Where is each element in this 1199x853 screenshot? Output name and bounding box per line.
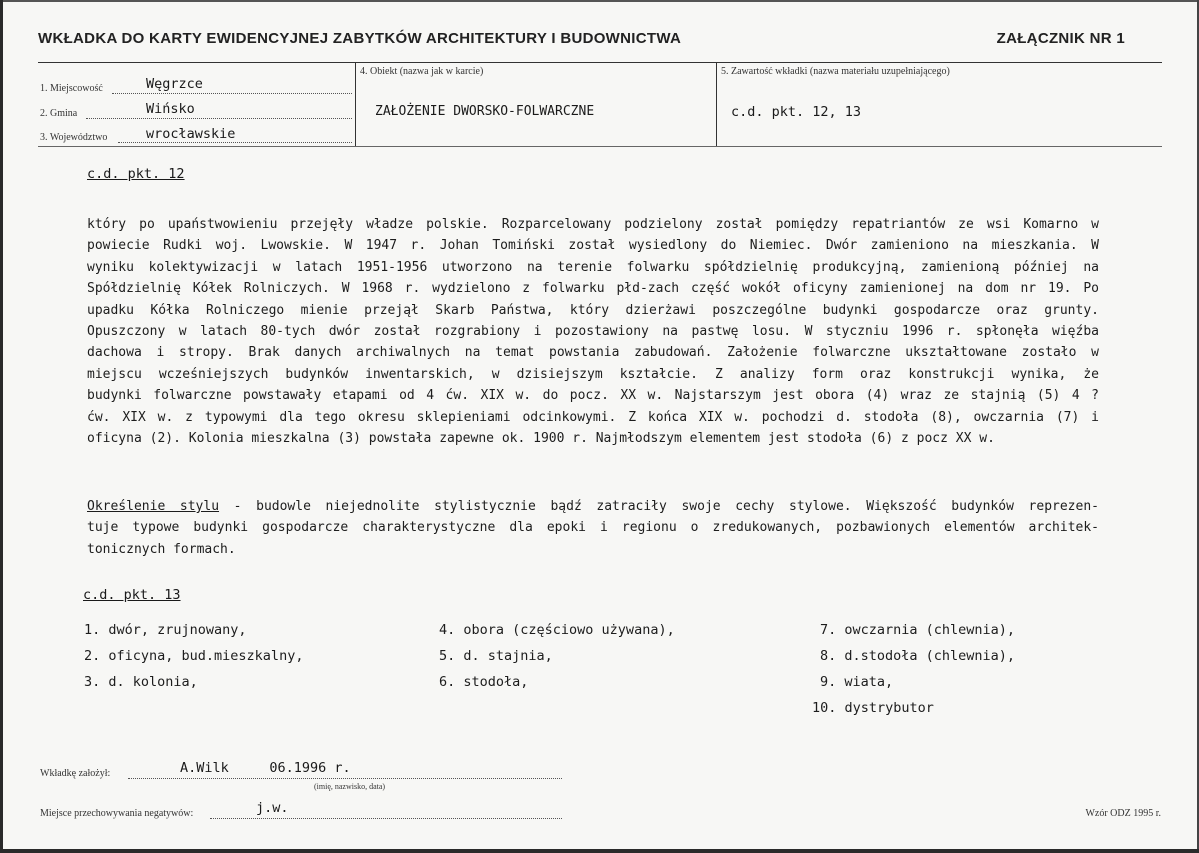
page-border-left <box>0 0 3 853</box>
form-title: WKŁADKA DO KARTY EWIDENCYJNEJ ZABYTKÓW ARCHITEKTURY I BUDOWNICTWA <box>38 30 682 47</box>
list-item: 8. d.stodoła (chlewnia), <box>820 648 1016 664</box>
locality-label: 1. Miejscowość <box>40 83 103 94</box>
voivodeship-value: wrocławskie <box>146 126 236 142</box>
section12-line: upadku Kółka Rolniczego mienie przejął Skarb Państwa, który dzierżawi poszczególne budynki gospodarcze oraz grunty. <box>87 302 1099 318</box>
storage-dots <box>210 818 562 819</box>
annex-number: ZAŁĄCZNIK NR 1 <box>996 30 1125 47</box>
section13-heading: c.d. pkt. 13 <box>83 587 181 603</box>
list-item: 9. wiata, <box>820 674 894 690</box>
locality-value: Węgrzce <box>146 76 203 92</box>
section12-line: miejscu wcześniejszych budynków inwentarskich, w dzisiejszym kształcie. Z analizy form oraz konstrukcji wynika, że <box>87 366 1099 382</box>
commune-dots <box>86 118 352 119</box>
author-sublabel: (imię, nazwisko, data) <box>314 782 386 791</box>
style-paragraph <box>87 496 1099 560</box>
commune-value: Wińsko <box>146 101 195 117</box>
voivodeship-label: 3. Województwo <box>40 132 108 143</box>
section12-line: ćw. XIX w. z typowymi dla tego okresu sklepieniami odcinkowymi. Z końca XIX w. pochodzi d. stodoła (8), owczarnia (7) i <box>87 409 1099 425</box>
section12-line: powiecie Rudki woj. Lwowskie. W 1947 r. Johan Tomiński został wysiedlony do Niemiec. Dwór zamieniono na mieszkania. W <box>87 238 1099 254</box>
content-label: 5. Zawartość wkładki (nazwa materiału uzupełniającego) <box>721 66 950 77</box>
locality-dots <box>112 93 352 94</box>
section12-line: wyniku kolektywizacji w latach 1951-1956 utworzono na terenie folwarku spółdzielnię produkcyjną, zamienioną później na <box>87 259 1099 275</box>
section12-line: Opuszczony w latach 80-tych dwór został rozgrabiony i pozostawiony na pastwę losu. W styczniu 1996 r. spłonęła więźba <box>87 323 1099 339</box>
list-item: 7. owczarnia (chlewnia), <box>820 622 1016 638</box>
form-reference: Wzór ODZ 1995 r. <box>1085 808 1161 819</box>
list-item: 5. d. stajnia, <box>439 648 553 664</box>
header-divider-2 <box>716 62 717 146</box>
list-item: 1. dwór, zrujnowany, <box>84 622 247 638</box>
style-line: tonicznych formach. <box>87 541 236 557</box>
storage-value: j.w. <box>256 800 289 816</box>
style-line: - budowle niejednolite stylistycznie bądź zatraciły swoje cechy stylowe. Większość budynków reprezen- <box>219 499 1099 514</box>
list-item: 10. dystrybutor <box>812 700 934 716</box>
header-box-bottom-line <box>38 146 1162 147</box>
header-divider-1 <box>355 62 356 146</box>
object-value: ZAŁOŻENIE DWORSKO-FOLWARCZNE <box>375 104 595 119</box>
list-item: 2. oficyna, bud.mieszkalny, <box>84 648 304 664</box>
section13-column-1 <box>84 617 303 695</box>
section12-line: dachowa i stropy. Brak danych archiwalnych na temat powstania zabudowań. Założenie folwarczne ukształtowane zostało w <box>87 345 1099 361</box>
section12-line: oficyna (2). Kolonia mieszkalna (3) powstała zapewne ok. 1900 r. Najmłodszym elementem jest stodoła (6) z pocz XX w. <box>87 430 995 446</box>
list-item: 4. obora (częściowo używana), <box>439 622 675 638</box>
header-box-top-line <box>38 62 1162 63</box>
style-line: tuje typowe budynki gospodarcze charakterystyczne dla epoki i regionu o zredukowanych, pozbawionych elementów architek- <box>87 520 1099 536</box>
page-border-bottom <box>0 849 1199 853</box>
commune-label: 2. Gmina <box>40 108 78 119</box>
section13-column-3 <box>812 617 1016 721</box>
style-line-first <box>87 496 1099 517</box>
author-label: Wkładkę założył: <box>40 768 111 779</box>
section13-column-2 <box>439 617 675 695</box>
page-border-top <box>0 0 1199 2</box>
content-value: c.d. pkt. 12, 13 <box>731 104 862 120</box>
author-dots <box>128 778 562 779</box>
section12-heading: c.d. pkt. 12 <box>87 166 185 182</box>
section12-line: który po upaństwowieniu przejęły władze polskie. Rozparcelowany podzielony został pomiędzy repatriantów ze wsi Komarno w <box>87 217 1099 232</box>
section12-line: Spółdzielnię Kółek Rolniczych. W 1968 r. wydzielono z folwarku płd-zach część wokół oficyny zamienionej na dom nr 19. Po <box>87 281 1099 297</box>
object-label: 4. Obiekt (nazwa jak w karcie) <box>360 66 484 77</box>
list-item: 6. stodoła, <box>439 674 529 690</box>
style-heading: Określenie stylu <box>87 499 220 514</box>
section12-line: budynki folwarczne powstawały etapami od 4 ćw. XIX w. do pocz. XX w. Najstarszym jest obora (4) wraz ze stajnią (5) 4 ? <box>87 388 1099 404</box>
section12-paragraph <box>87 214 1099 449</box>
list-item: 3. d. kolonia, <box>84 674 198 690</box>
storage-label: Miejsce przechowywania negatywów: <box>40 808 194 819</box>
voivodeship-dots <box>118 142 352 143</box>
author-value: A.Wilk 06.1996 r. <box>180 760 351 776</box>
